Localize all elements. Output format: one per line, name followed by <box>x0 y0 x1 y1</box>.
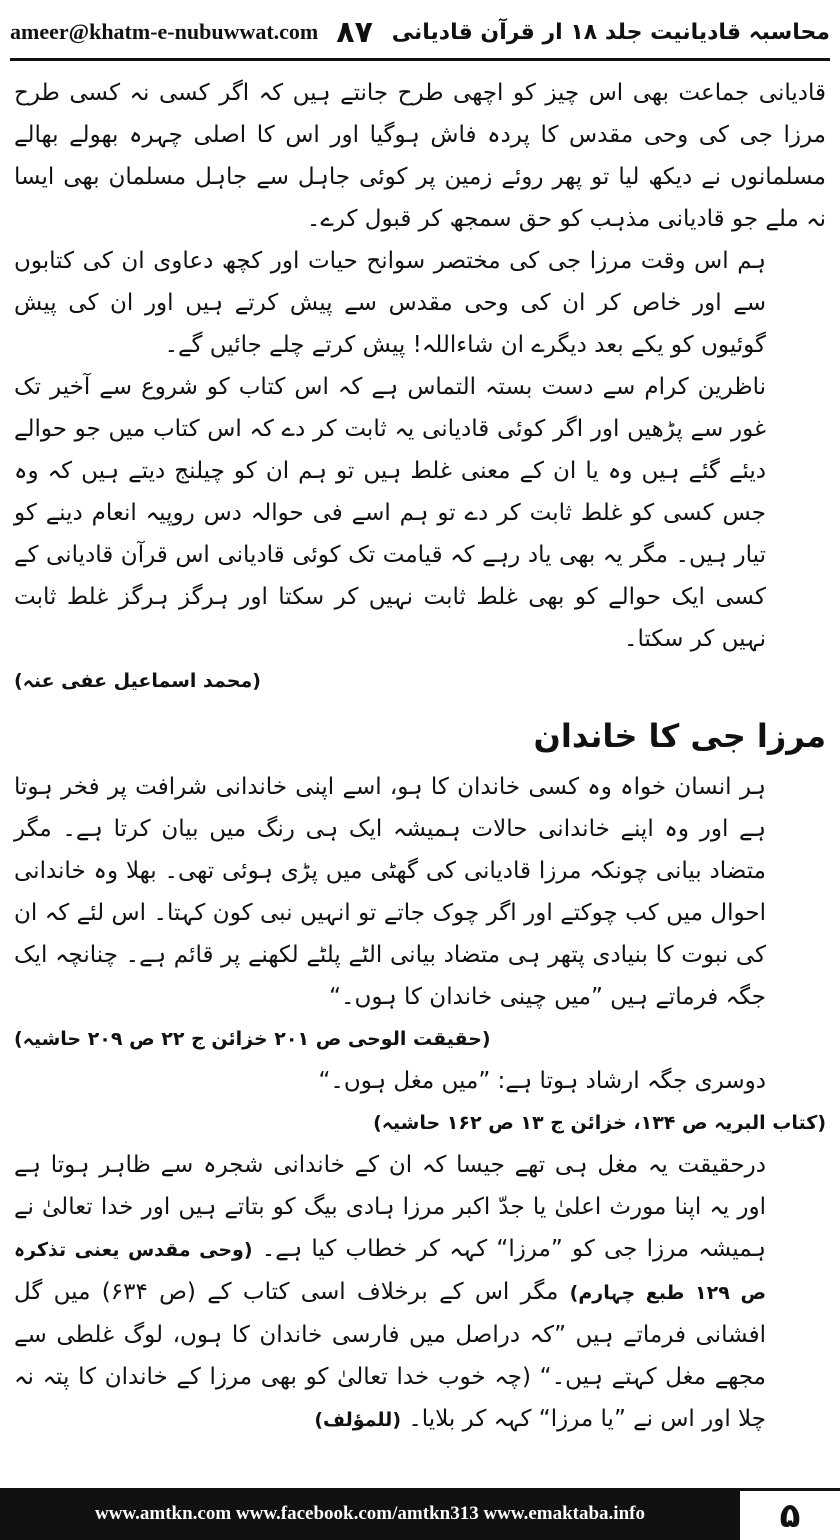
footer-page-number: ۵ <box>740 1488 840 1540</box>
paragraph-5 <box>14 1144 826 1441</box>
header-page-number: ۸۷ <box>336 14 373 50</box>
header-email: ameer@khatm-e-nubuwwat.com <box>10 19 319 44</box>
page-body <box>14 72 826 1477</box>
paragraph-5-text: درحقیقت یہ مغل ہی تھے جیسا کہ ان کے خاندانی شجرہ سے ظاہر ہوتا ہے اور یہ اپنا مورث اعلیٰ یا جدّ اکبر مرزا ہادی بیگ کو بتاتے ہیں اور خدا تعالیٰ نے ہمیشہ مرزا جی کو ”مرزا“ کہہ کر خطاب کیا ہے۔ <box>14 1152 766 1262</box>
author-signature: (محمد اسماعیل عفی عنہ) <box>14 670 261 692</box>
paragraph-4: ہر انسان خواہ وہ کسی خاندان کا ہو، اسے اپنی خاندانی شرافت پر فخر ہوتا ہے اور وہ اپنے خاندانی حالات ہمیشہ ایک ہی رنگ میں بیان کرتا ہے۔ مگر متضاد بیانی چونکہ مرزا قادیانی کی گھٹی میں پڑی ہوئی تھی۔ بھلا وہ خاندانی احوال میں کب چوکتے اور اگر چوک جاتے تو انہیں نبی کون کہتا۔ اس لئے کہ ان کی نبوت کا بنیادی پتھر ہی متضاد بیانی الٹے پلٹے لکھنے پر قائم ہے۔ چنانچہ ایک جگہ فرماتے ہیں ”میں چینی خاندان کا ہوں۔“ <box>14 774 766 1010</box>
paragraph-2: ہم اس وقت مرزا جی کی مختصر سوانح حیات اور کچھ دعاوی ان کی کتابوں سے اور خاص کر ان کی وحی مقدس سے پیش کرتے ہیں اور ان کی پیش گوئیوں کو یکے بعد دیگرے ان شاءاللہ! پیش کرتے چلے جائیں گے۔ <box>14 248 766 358</box>
author-note: (للمؤلف) <box>314 1409 401 1431</box>
page-footer <box>0 1488 840 1540</box>
section-heading: مرزا جی کا خاندان <box>533 717 826 755</box>
header-left <box>10 15 373 50</box>
page-header <box>10 6 830 61</box>
paragraph-5-continued: مگر اس کے برخلاف اسی کتاب کے (ص ۶۳۴) میں گل افشانی فرماتے ہیں ”کہ دراصل میں فارسی خاندان کا ہوں، لوگ غلطی سے مجھے مغل کہتے ہیں۔“ (چہ خوب خدا تعالیٰ کو بھی مرزا کے خاندان کا پتہ نہ چلا اور اس نے ”یا مرزا“ کہہ کر بلایا۔ <box>14 1279 766 1432</box>
header-book-title: محاسبہ قادیانیت جلد ۱۸ ار قرآن قادیانی <box>391 19 830 45</box>
paragraph-1: قادیانی جماعت بھی اس چیز کو اچھی طرح جانتے ہیں کہ اگر کسی نہ کسی طرح مرزا جی کی وحی مقدس کا پردہ فاش ہوگیا اور اس کا اصلی چہرہ بھولے بھالے مسلمانوں نے دیکھ لیا تو پھر روئے زمین پر کوئی جاہل سے جاہل مسلمان بھی ایسا نہ ملے جو قادیانی مذہب کو حق سمجھ کر قبول کرے۔ <box>14 80 826 232</box>
reference-tazkira: (وحی مقدس یعنی تذکرہ ص ۱۲۹ طبع چہارم) <box>14 1239 766 1304</box>
paragraph-3: ناظرین کرام سے دست بستہ التماس ہے کہ اس کتاب کو شروع سے آخیر تک غور سے پڑھیں اور اگر کوئی قادیانی یہ ثابت کر دے کہ اس کتاب میں جو حوالے دیئے گئے ہیں وہ یا ان کے معنی غلط ہیں تو ہم ان کو چیلنج دیتے ہیں کہ وہ جس کسی کو غلط ثابت کر دے تو ہم اسے فی حوالہ دس روپیہ انعام دینے کو تیار ہیں۔ مگر یہ بھی یاد رہے کہ قیامت تک کوئی قادیانی اس قرآن قادیانی کے کسی ایک حوالے کو بھی غلط ثابت نہیں کر سکتا اور ہرگز ہرگز غلط ثابت نہیں کر سکتا۔ <box>14 374 766 652</box>
quote-mughal: دوسری جگہ ارشاد ہوتا ہے: ”میں مغل ہوں۔“ <box>318 1068 766 1094</box>
reference-kitab-ul-bariyya: (کتاب البریہ ص ۱۳۴، خزائن ج ۱۳ ص ۱۶۲ حاشیہ) <box>373 1112 826 1134</box>
reference-haqiqat-ul-wahi: (حقیقت الوحی ص ۲۰۱ خزائن ج ۲۲ ص ۲۰۹ حاشیہ) <box>14 1028 491 1050</box>
footer-links: www.amtkn.com www.facebook.com/amtkn313 www.emaktaba.info <box>0 1488 740 1540</box>
